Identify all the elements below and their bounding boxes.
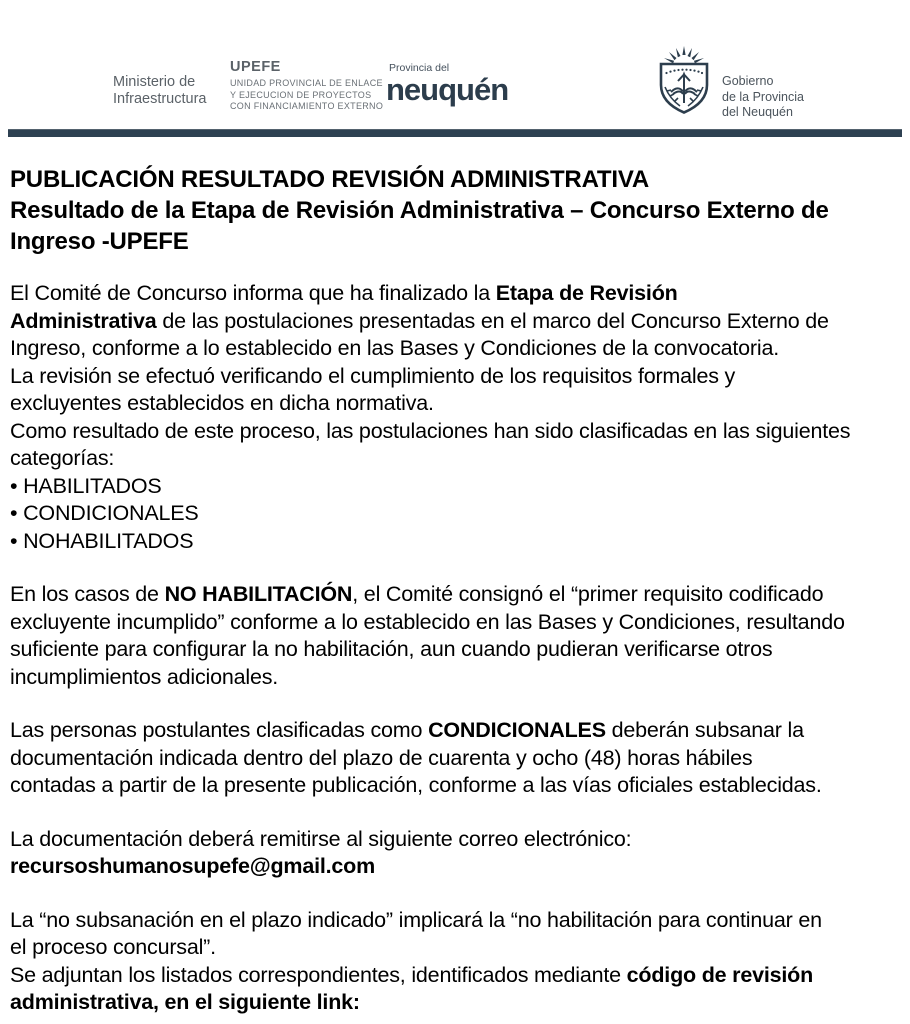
spacer	[10, 555, 902, 581]
text: suficiente para configurar la no habilitación, aun cuando pudieran verificarse otros	[10, 637, 773, 661]
gobierno-line3: del Neuquén	[722, 105, 793, 119]
upefe-subtitle-3: CON FINANCIAMIENTO EXTERNO	[230, 101, 384, 111]
text: Se adjuntan los listados correspondientes, identificados mediante	[10, 962, 627, 987]
ministry-logo	[113, 74, 207, 108]
paragraph	[10, 717, 902, 800]
bold-text: recursoshumanosupefe@gmail.com	[10, 854, 376, 878]
gobierno-line2: de la Provincia	[722, 89, 804, 104]
provincia-del-label: Provincia del	[389, 62, 450, 74]
ministry-line2: Infraestructura	[113, 91, 207, 107]
spacer	[10, 800, 902, 826]
text: de las postulaciones presentadas en el marco del Concurso Externo de	[156, 308, 829, 333]
document-title: PUBLICACIÓN RESULTADO REVISIÓN ADMINISTRATIVA Resultado de la Etapa de Revisión Administrativa – Concurso Externo de Ingreso -UPEFE	[10, 166, 829, 255]
bold-text: código de revisión	[626, 962, 814, 987]
paragraph	[10, 826, 902, 881]
category-list	[10, 473, 902, 556]
text: , el Comité consignó el “primer requisito codificado	[352, 582, 824, 606]
text: El Comité de Concurso informa que ha finalizado la	[10, 281, 496, 305]
spacer	[10, 691, 902, 717]
text: el proceso concursal”.	[10, 935, 216, 959]
text: categorías:	[10, 446, 115, 470]
provincial-coat-of-arms-icon	[652, 45, 716, 122]
bold-text: Etapa de Revisión	[495, 281, 678, 305]
neuquen-wordmark-logo	[386, 62, 508, 105]
text: contadas a partir de la presente publicación, conforme a las vías oficiales establecidas.	[10, 773, 822, 797]
spacer	[10, 881, 902, 907]
text: Las personas postulantes clasificadas como	[10, 718, 429, 742]
text: excluyentes establecidos en dicha normativa.	[10, 391, 434, 415]
ministry-line1: Ministerio de	[113, 74, 196, 90]
neuquen-wordmark: neuquén	[386, 72, 509, 107]
text: Ingreso, conforme a lo establecido en las Bases y Condiciones de la convocatoria.	[10, 336, 780, 360]
bold-text: NO HABILITACIÓN	[164, 582, 353, 606]
text: deberán subsanar la	[605, 718, 804, 742]
bold-text: administrativa, en el siguiente link:	[10, 990, 360, 1014]
text: La revisión se efectuó verificando el cumplimiento de los requisitos formales y	[10, 363, 736, 388]
category-item: • HABILITADOS	[10, 473, 162, 498]
text: excluyente incumplido” conforme a lo establecido en las Bases y Condiciones, resultando	[10, 609, 845, 634]
text: Como resultado de este proceso, las postulaciones han sido clasificadas en las siguientes	[10, 418, 851, 443]
upefe-name: UPEFE	[230, 59, 281, 75]
category-item: • CONDICIONALES	[10, 501, 199, 525]
text: La documentación deberá remitirse al siguiente correo electrónico:	[10, 826, 632, 851]
upefe-subtitle-2: Y EJECUCION DE PROYECTOS	[230, 89, 372, 100]
text: documentación indicada dentro del plazo de cuarenta y ocho (48) horas hábiles	[10, 745, 753, 770]
paragraph	[10, 907, 902, 1017]
text: La “no subsanación en el plazo indicado” implicará la “no habilitación para continuar en	[10, 907, 822, 932]
gobierno-label	[722, 74, 804, 121]
separator-bar	[8, 129, 902, 137]
upefe-subtitle-1: UNIDAD PROVINCIAL DE ENLACE	[230, 78, 383, 88]
document-body	[10, 164, 902, 1017]
bold-text: Administrativa	[10, 308, 157, 333]
category-item: • NOHABILITADOS	[10, 528, 194, 553]
text: En los casos de	[10, 582, 165, 606]
paragraph	[10, 581, 902, 691]
upefe-logo	[230, 59, 383, 113]
paragraph	[10, 280, 902, 473]
letterhead	[0, 0, 910, 129]
text: incumplimientos adicionales.	[10, 664, 279, 689]
gobierno-line1: Gobierno	[722, 74, 774, 88]
bold-text: CONDICIONALES	[428, 718, 606, 742]
